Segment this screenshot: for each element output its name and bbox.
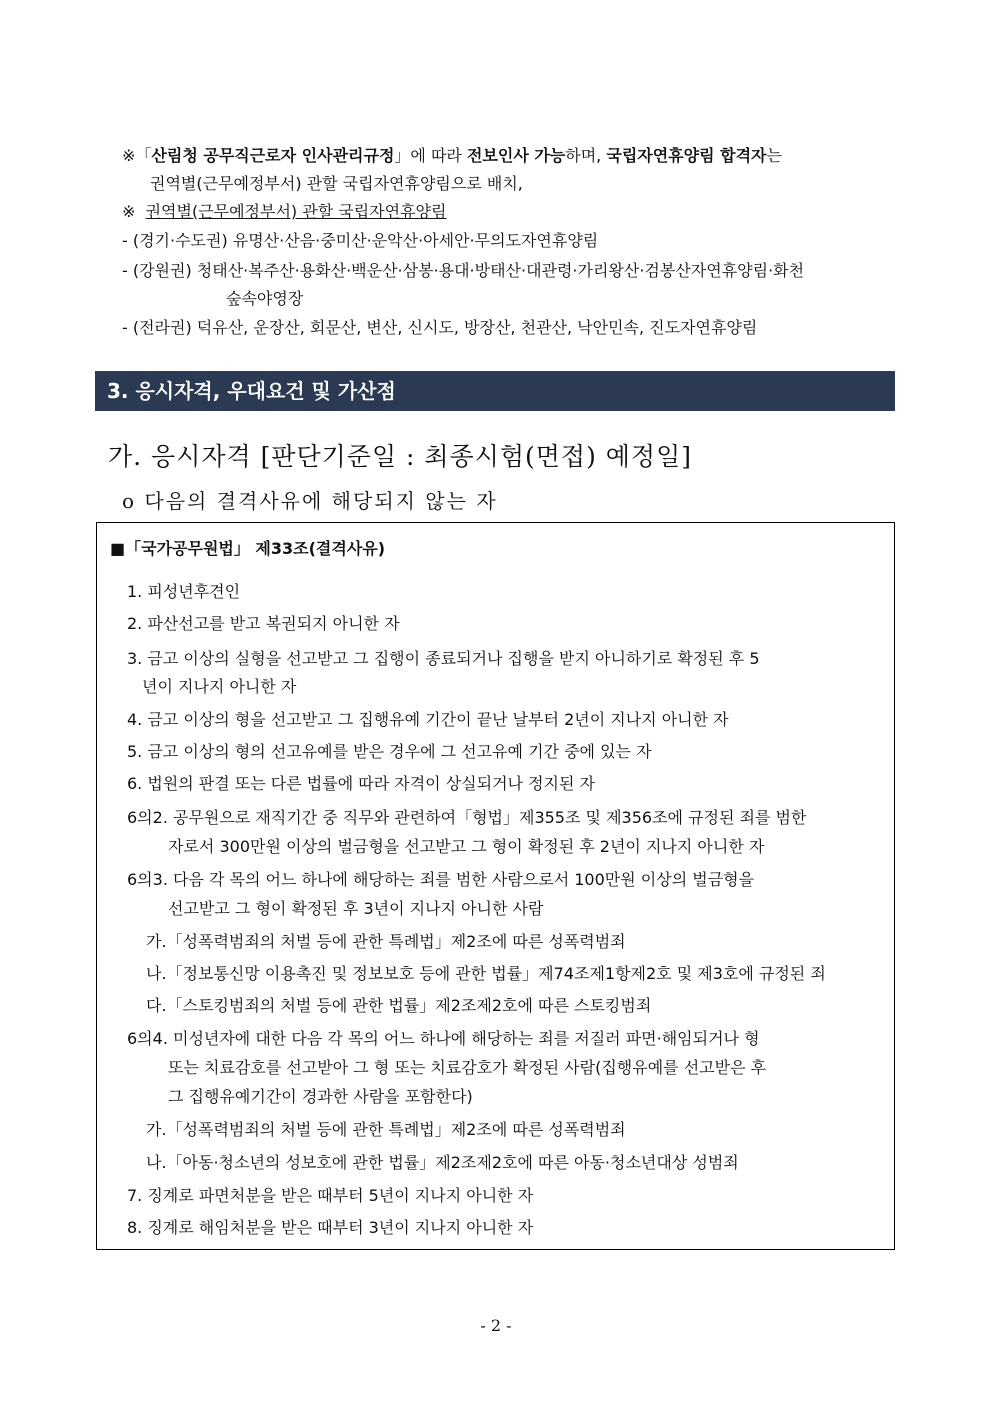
note-text: 하며, — [565, 146, 607, 165]
transfer-possible: 전보인사 가능 — [466, 146, 566, 165]
sub-item: 가.「성폭력범죄의 처벌 등에 관한 특례법」제2조에 따른 성폭력범죄 — [146, 1120, 626, 1139]
sub-item: 가.「성폭력범죄의 처벌 등에 관한 특례법」제2조에 따른 성폭력범죄 — [146, 932, 626, 951]
list-item: 2. 파산선고를 받고 복권되지 아니한 자 — [127, 614, 400, 633]
list-item: 6의2. 공무원으로 재직기간 중 직무와 관련하여「형법」제355조 및 제356조에 규정된 죄를 범한 — [127, 808, 807, 827]
list-item: 6의4. 미성년자에 대한 다음 각 목의 어느 하나에 해당하는 죄를 저질러 파면·해임되거나 형 — [127, 1029, 760, 1048]
note-text: 」에 따라 — [394, 146, 467, 165]
section-title-bar: 3. 응시자격, 우대요건 및 가산점 — [95, 371, 895, 411]
note-mark: ※「 — [122, 146, 152, 165]
region-gangwon-cont: 숲속야영장 — [226, 289, 304, 308]
region-jeolla: - (전라권) 덕유산, 운장산, 회문산, 변산, 신시도, 방장산, 천관산, 낙안민속, 진도자연휴양림 — [122, 318, 758, 337]
list-item-cont: 선고받고 그 형이 확정된 후 3년이 지나지 아니한 사람 — [168, 899, 544, 918]
list-item: 4. 금고 이상의 형을 선고받고 그 집행유예 기간이 끝난 날부터 2년이 지나지 아니한 자 — [127, 710, 729, 729]
note-region-header — [122, 199, 446, 222]
list-item: 6. 법원의 판결 또는 다른 법률에 따라 자격이 상실되거나 정지된 자 — [127, 774, 595, 793]
subsection-title: 가. 응시자격 [판단기준일 : 최종시험(면접) 예정일] — [108, 442, 692, 471]
sub-item: 다.「스토킹범죄의 처벌 등에 관한 법률」제2조제2호에 따른 스토킹범죄 — [146, 996, 652, 1015]
list-item: 8. 징계로 해임처분을 받은 때부터 3년이 지나지 아니한 자 — [127, 1218, 534, 1237]
region-gangwon: - (강원권) 청태산·복주산·용화산·백운산·삼봉·용대·방태산·대관령·가리왕산·검봉산자연휴양림·화천 — [122, 261, 805, 280]
page-number: - 2 - — [480, 1316, 512, 1335]
list-item: 6의3. 다음 각 목의 어느 하나에 해당하는 죄를 범한 사람으로서 100만원 이상의 벌금형을 — [127, 870, 755, 889]
note-text: 는 — [766, 146, 782, 165]
note-transfer-cont: 권역별(근무예정부서) 관할 국립자연휴양림으로 배치, — [150, 174, 523, 193]
regulation-name: 산림청 공무직근로자 인사관리규정 — [151, 146, 395, 165]
box-title: ■「국가공무원법」 제33조(결격사유) — [110, 539, 386, 558]
sub-item: 나.「아동·청소년의 성보호에 관한 법률」제2조제2호에 따른 아동·청소년대상 성범죄 — [146, 1153, 739, 1172]
list-item-cont: 자로서 300만원 이상의 벌금형을 선고받고 그 형이 확정된 후 2년이 지나지 아니한 자 — [168, 837, 765, 856]
list-item: 3. 금고 이상의 실형을 선고받고 그 집행이 종료되거나 집행을 받지 아니하기로 확정된 후 5 — [127, 649, 760, 668]
sub-item: 나.「정보통신망 이용촉진 및 정보보호 등에 관한 법률」제74조제1항제2호 및 제3호에 규정된 죄 — [146, 964, 826, 983]
region-header-text: 권역별(근무예정부서) 관할 국립자연휴양림 — [145, 202, 447, 221]
list-item: 5. 금고 이상의 형의 선고유예를 받은 경우에 그 선고유예 기간 중에 있는 자 — [127, 742, 652, 761]
list-item: 1. 피성년후견인 — [127, 582, 241, 601]
list-item: 7. 징계로 파면처분을 받은 때부터 5년이 지나지 아니한 자 — [127, 1186, 534, 1205]
note-mark: ※ — [122, 202, 136, 221]
list-item-cont: 그 집행유예기간이 경과한 사람을 포함한다) — [168, 1087, 473, 1106]
list-item-cont: 또는 치료감호를 선고받아 그 형 또는 치료감호가 확정된 사람(집행유예를 선고받은 후 — [168, 1058, 767, 1077]
region-gyeonggi: - (경기·수도권) 유명산·산음·중미산·운악산·아세안·무의도자연휴양림 — [122, 231, 599, 250]
list-item-cont: 년이 지나지 아니한 자 — [142, 677, 297, 696]
note-transfer — [122, 143, 782, 166]
eligibility-condition: o 다음의 결격사유에 해당되지 않는 자 — [122, 489, 498, 513]
forest-pass-holder: 국립자연휴양림 합격자 — [606, 146, 767, 165]
